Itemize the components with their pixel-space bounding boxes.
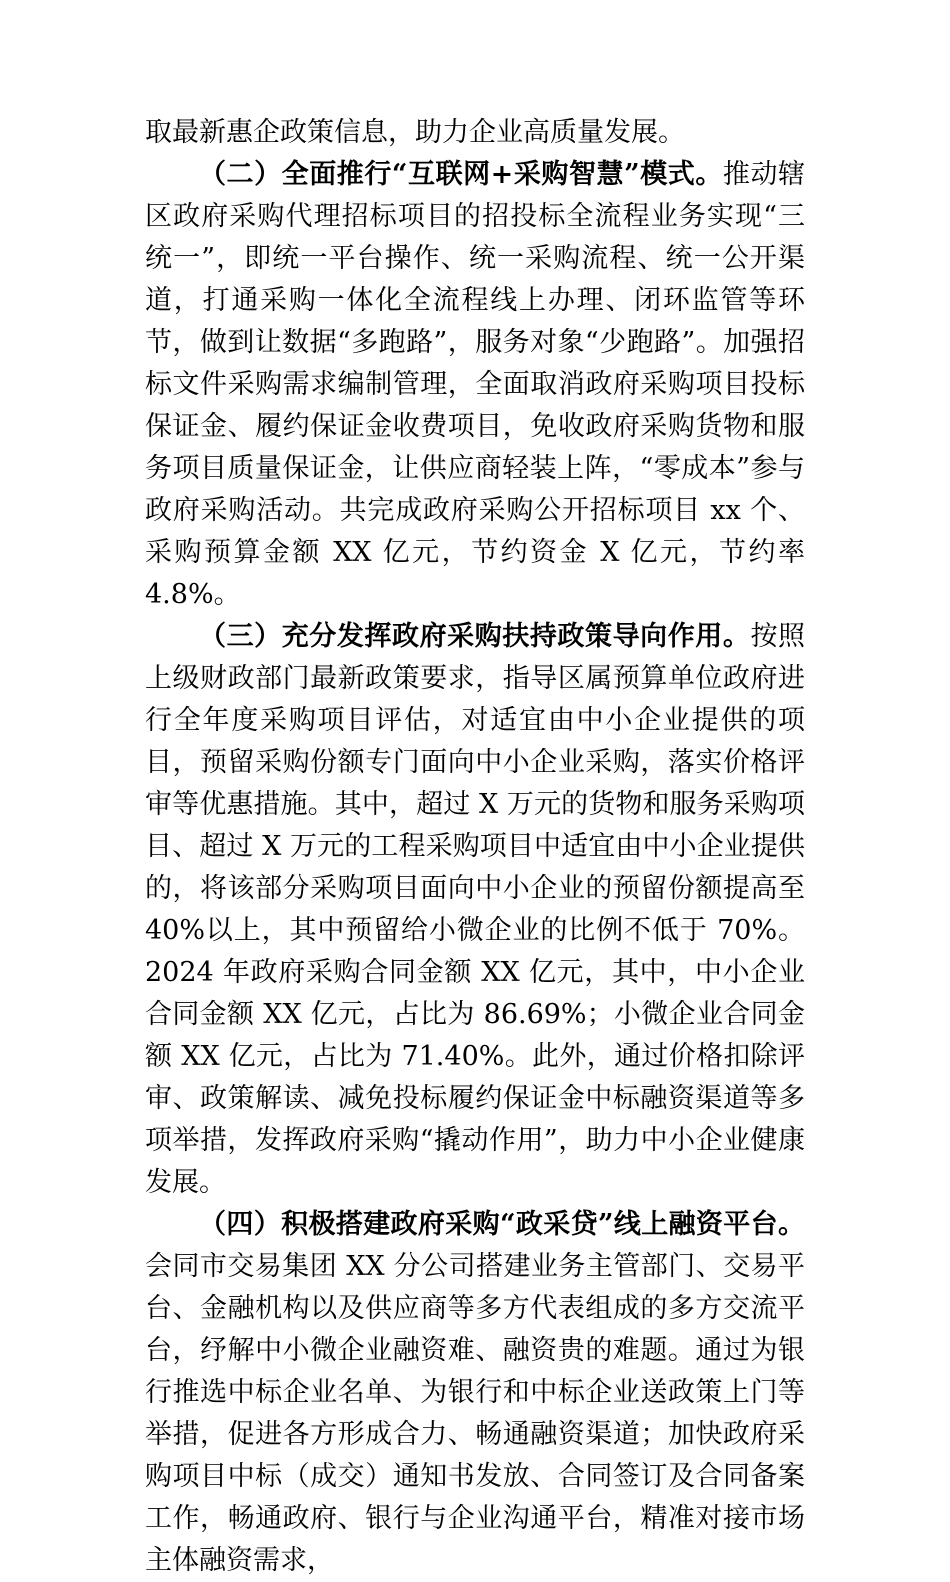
paragraph-body: 会同市交易集团 XX 分公司搭建业务主管部门、交易平台、金融机构以及供应商等多方代表组成的多方交流平台，纾解中小微企业融资难、融资贵的难题。通过为银行推选中标企业名单、为银行和中标企业送政策上门等举措，促进各方形成合力、畅通融资渠道；加快政府采购项目中标（成交）通知书发放、合同签订及合同备案工作，畅通政府、银行与企业沟通平台，精准对接市场主体融资需求， xyxy=(145,1251,805,1576)
section-heading: （二）全面推行“互联网+采购智慧”模式。 xyxy=(199,159,723,190)
paragraph-body: 推动辖区政府采购代理招标项目的招投标全流程业务实现“三统一”，即统一平台操作、统一采购流程、统一公开渠道，打通采购一体化全流程线上办理、闭环监管等环节，做到让数据“多跑路”，服务对象“少跑路”。加强招标文件采购需求编制管理，全面取消政府采购项目投标保证金、履约保证金收费项目，免收政府采购货物和服务项目质量保证金，让供应商轻装上阵，“零成本”参与政府采购活动。共完成政府采购公开招标项目 xx 个、采购预算金额 XX 亿元，节约资金 X 亿元，节约率 4.8%。 xyxy=(145,159,806,610)
paragraph-body: 取最新惠企政策信息，助力企业高质量发展。 xyxy=(145,117,685,148)
paragraph-section-2 xyxy=(145,154,805,616)
paragraph-section-3 xyxy=(145,616,805,1204)
paragraph-continuation xyxy=(145,112,805,154)
section-heading: （三）充分发挥政府采购扶持政策导向作用。 xyxy=(199,621,751,652)
section-heading: （四）积极搭建政府采购“政采贷”线上融资平台。 xyxy=(199,1209,805,1240)
paragraph-body: 按照上级财政部门最新政策要求，指导区属预算单位政府进行全年度采购项目评估，对适宜由中小企业提供的项目，预留采购份额专门面向中小企业采购，落实价格评审等优惠措施。其中，超过 X 万元的货物和服务采购项目、超过 X 万元的工程采购项目中适宜由中小企业提供的，将该部分采购项目面向中小企业的预留份额提高至 40%以上，其中预留给小微企业的比例不低于 70%。2024 年政府采购合同金额 XX 亿元，其中，中小企业合同金额 XX 亿元，占比为 86.69%；小微企业合同金额 XX 亿元，占比为 71.40%。此外，通过价格扣除评审、政策解读、减免投标履约保证金中标融资渠道等多项举措，发挥政府采购“撬动作用”，助力中小企业健康发展。 xyxy=(145,621,806,1198)
document-page xyxy=(145,112,805,1582)
paragraph-section-4 xyxy=(145,1204,805,1582)
